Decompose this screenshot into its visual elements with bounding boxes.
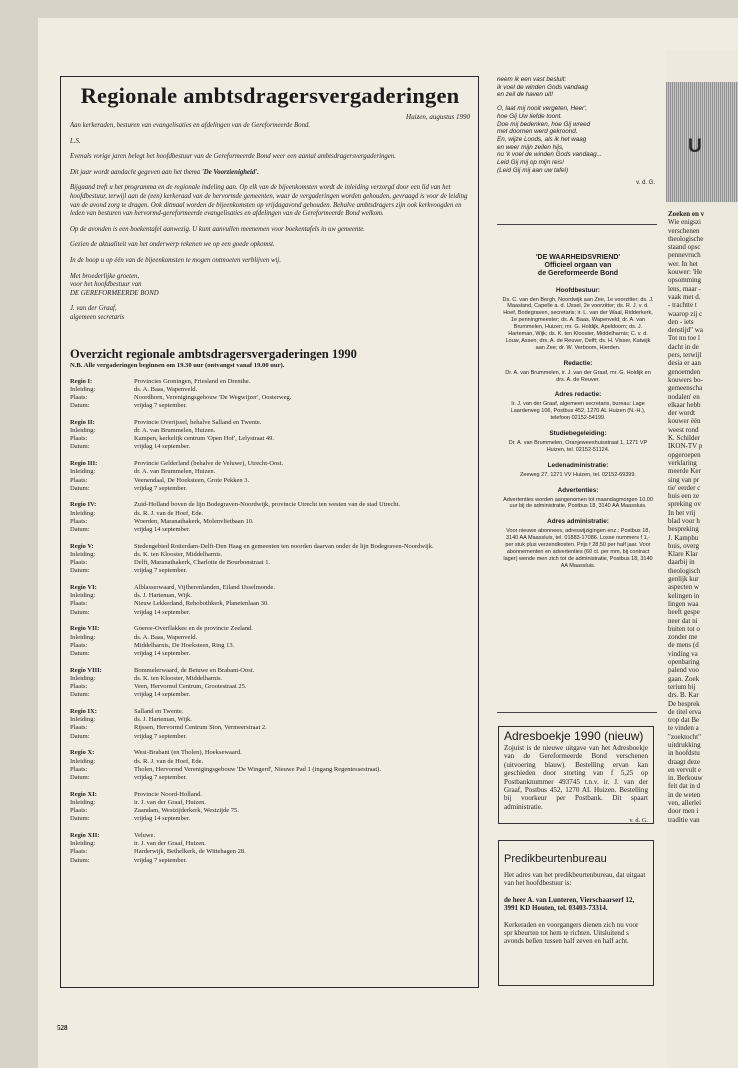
region-field-value: vrijdag 7 september. — [134, 732, 187, 740]
region-field-label: Plaats: — [70, 683, 88, 691]
region-entry — [70, 501, 470, 534]
region-field-label: Datum: — [70, 815, 90, 823]
adresboekje-title: Adresboekje 1990 (nieuw) — [504, 729, 644, 743]
adjacent-text-line: kouwers bo- — [668, 375, 703, 384]
attendance-paragraph: Gezien de aktualiteit van het onderwerp rekenen we op een goede opkomst. — [70, 241, 275, 249]
region-field-value: Goeree-Overflakkee en de provincie Zeeland. — [134, 625, 253, 633]
adjacent-text-line: feit dat in d — [668, 782, 701, 791]
colophon-heading: Redactie: — [563, 359, 593, 367]
region-field-label: Datum: — [70, 526, 90, 534]
adjacent-text-line: gaan. Zoek — [668, 674, 700, 683]
adjacent-text-line: In het vrij — [668, 508, 696, 517]
region-field-label: Inleiding: — [70, 757, 96, 765]
closing — [70, 273, 470, 299]
region-field-label: Regio IX: — [70, 708, 97, 715]
adjacent-page — [666, 50, 738, 1068]
adjacent-text-line: en vervult e — [668, 765, 702, 774]
region-field-value: Salland en Twente. — [134, 708, 184, 715]
region-field-label: Plaats: — [70, 435, 88, 443]
region-field-value: Tholen, Hervormd Verenigingsgebouw 'De Wingerd', Nieuwe Pad 1 (ingang Regentessestraat). — [134, 765, 381, 773]
poem-line: met doornen werd gekroond. — [497, 128, 578, 136]
region-entry — [70, 543, 470, 576]
region-field-label: Regio V: — [70, 542, 94, 550]
region-field-value: ds. J. Harteman, Wijk. — [134, 592, 192, 600]
poem — [497, 76, 655, 188]
region-field-value: Woerden, Maranathakerk, Molenvlietbaan 10. — [134, 517, 254, 525]
colophon-name-line: 'DE WAARHEIDSVRIEND' — [535, 254, 621, 261]
region-field-label: Regio VI: — [70, 584, 97, 592]
closing-line: DE GEREFORMEERDE BOND — [70, 289, 159, 297]
region-field-value: ds. R. J. van de Hoef, Ede. — [134, 757, 204, 765]
colophon-text: Advertenties worden aangenomen tot maandagmorgen 10.00 uur bij de administratie, Postbus 18, 3140 AA Maassluis. — [503, 496, 653, 510]
region-field-label: Datum: — [70, 856, 90, 864]
adjacent-text-line: den - iets — [668, 317, 694, 326]
region-field-value: vrijdag 14 september. — [134, 608, 191, 616]
hope-paragraph: In de hoop u op één van de bijeenkomsten te mogen ontmoeten verblijven wij. — [70, 256, 282, 264]
colophon-heading: Adres administratie: — [547, 518, 609, 526]
region-field-label: Plaats: — [70, 476, 88, 484]
colophon-text: Zeeweg 27, 1271 VV Huizen, tel. 02152-69399. — [520, 471, 636, 478]
adjacent-text-line: neer dat ni — [668, 616, 698, 625]
region-field-label: Datum: — [70, 402, 90, 410]
region-field-label: Datum: — [70, 608, 90, 616]
region-field-value: ds. J. Harteman, Wijk. — [134, 716, 192, 724]
adjacent-text-line: desia er aan — [668, 359, 702, 368]
region-entry — [70, 378, 470, 411]
region-field-value: Stedengebied Rotterdam-Delft-Den Haag en gemeenten ten noorden daarvan onder de lijn Bodegraven-Noordwijk. — [134, 542, 434, 550]
theme-prefix: Dit jaar wordt aandacht gegeven aan het thema — [70, 168, 202, 176]
closing-line: voor het hoofdbestuur van — [70, 281, 142, 289]
region-field-label: Inleiding: — [70, 385, 96, 393]
adjacent-text-line: verklaring — [668, 458, 697, 467]
region-field-label: Regio VII: — [70, 625, 100, 633]
region-field-value: Bommelerwaard, de Betuwe en Brabant-Oost. — [134, 666, 255, 674]
region-entry — [70, 460, 470, 493]
adjacent-text-line: drs. B. Kar — [668, 691, 699, 700]
region-field-label: Inleiding: — [70, 716, 96, 724]
adjacent-text-line: pers, terwijl — [668, 351, 702, 360]
colophon-name-line: Officieel orgaan van — [544, 262, 612, 270]
predikbeurtenbureau-box — [498, 840, 654, 986]
region-field-value: dr. A. van Brummelen, Huizen. — [134, 427, 216, 435]
region-field-label: Regio VIII: — [70, 666, 102, 674]
region-field-label: Plaats: — [70, 517, 88, 525]
main-article-box — [60, 76, 479, 988]
adjacent-text-line: de titel erva — [668, 707, 702, 716]
region-field-value: Harderwijk, Bethelkerk, de Wittehagen 28. — [134, 848, 246, 856]
region-field-value: ir. J. van der Graaf, Huizen. — [134, 798, 207, 806]
region-entry — [70, 791, 470, 824]
region-field-label: Plaats: — [70, 848, 88, 856]
adresboekje-box — [498, 726, 654, 824]
region-field-value: Alblasserwaard, Vijfherenlanden, Eiland IJsselmonde. — [134, 584, 276, 592]
dateline: Huizen, augustus 1990 — [406, 113, 470, 121]
region-field-value: vrijdag 7 september. — [134, 567, 187, 575]
adjacent-text-line: draagt deze — [668, 757, 701, 766]
adjacent-text-line: tie' eerder c — [668, 483, 701, 492]
adjacent-text-line: Tot nu toe l — [668, 334, 700, 343]
colophon-name-line: de Gereformeerde Bond — [537, 270, 619, 278]
region-entry — [70, 419, 470, 452]
adjacent-text-line: huis, overg — [668, 541, 699, 550]
colophon-text: Voor nieuwe abonnees, adreswijzigingen enz.: Postbus 18, 3140 AA Maassluis, tel. 01883-17086. Losse nummers f 1,- per stuk plus verzendkosten. Prijs f 28,50 per half jaar. Voor abonnementen en advertenties (60 ct. per mm, bij contract lager) wende men zich tot de administratie, Postbus 18, 3140 AA Maassluis. — [503, 528, 653, 569]
colophon-heading: Hoofdbestuur: — [555, 286, 601, 294]
region-field-value: dr. A. van Brummelen, Huizen. — [134, 468, 216, 476]
region-entry — [70, 667, 470, 700]
region-field-value: Veenendaal, De Hoeksteen, Grote Pekken 3. — [134, 476, 250, 484]
region-field-label: Regio IV: — [70, 501, 97, 509]
region-field-label: Inleiding: — [70, 550, 96, 558]
region-field-label: Datum: — [70, 567, 90, 575]
adjacent-text-line: vinding va — [668, 649, 698, 658]
poem-signature: v. d. G. — [636, 180, 655, 187]
adjacent-page-header — [666, 82, 738, 202]
region-field-value: West-Brabant (en Tholen), Hoeksewaard. — [134, 749, 242, 757]
adjacent-text-line: De besprek — [668, 699, 700, 708]
adjacent-text-line: denstijd" wa — [668, 326, 703, 335]
region-field-label: Inleiding: — [70, 468, 96, 476]
poem-line: ik voel de winden Gods vandaag — [497, 83, 589, 91]
adjacent-text-line: te vinden a — [668, 724, 699, 733]
region-field-value: vrijdag 7 september. — [134, 402, 187, 410]
adjacent-text-line: pennevruch — [668, 251, 701, 260]
region-field-value: ds. K. ten Klooster, Middelharnis. — [134, 550, 223, 558]
adjacent-text-line: kelingen in — [668, 591, 700, 600]
poem-line: O, laat mij nooit vergeten, Heer', — [497, 105, 588, 113]
signatory-name: J. van der Graaf, — [70, 305, 117, 313]
region-field-label: Datum: — [70, 484, 90, 492]
adjacent-text-line: daarbij in — [668, 558, 695, 567]
poem-line: hoe Gij Uw liefde toont. — [497, 112, 563, 120]
predikbeurten-address: de heer A. van Lunteren, Vierschaarserf 12, 3991 KD Houten, tel. 03403-73314. — [504, 895, 635, 913]
adjacent-text-line: waarop zij c — [668, 309, 703, 318]
region-field-label: Inleiding: — [70, 798, 96, 806]
region-field-label: Plaats: — [70, 765, 88, 773]
colophon-sections — [502, 288, 654, 570]
region-field-value: Kampen, kerkelijk centrum 'Open Hof', Lelystraat 49. — [134, 435, 275, 443]
poem-line: en zeil de haven uit! — [497, 91, 554, 99]
colophon-heading: Ledenadministratie: — [547, 461, 609, 469]
address-line: Aan kerkeraden, besturen van evangelisaties en afdelingen van de Gereformeerde Bond. — [70, 122, 311, 129]
adjacent-text-line: J. Kamphu — [668, 533, 699, 542]
booktable-paragraph: Op de avonden is een boekentafel aanwezig. U kunt aanvullen meenemen voor boekentafels in uw gemeente. — [70, 225, 366, 233]
region-field-value: vrijdag 7 september. — [134, 856, 187, 864]
colophon-heading: Studiebegeleiding: — [549, 430, 607, 438]
adjacent-text-line: trop dat Be — [668, 716, 700, 725]
adjacent-text-line: spreking ov — [668, 500, 701, 509]
region-entry — [70, 625, 470, 658]
adjacent-text-line: K. Schilder — [668, 434, 700, 443]
adjacent-text-line: nodalen' en — [668, 392, 700, 401]
poem-line: (Leid Gij mij aan uw tafel) — [497, 166, 569, 174]
region-field-value: vrijdag 7 september. — [134, 484, 187, 492]
region-field-value: vrijdag 7 september. — [134, 773, 187, 781]
colophon-text: Ir. J. van der Graaf, algemeen secretaris, bureau: Lage Laarderweg 106, Postbus 452, 1270 AL Huizen (N.-H.), telefoon 02152-54199. — [510, 401, 646, 422]
header-letter: U — [688, 136, 702, 157]
adjacent-text-line: IKON-TV p — [668, 442, 703, 451]
region-field-value: Noordhorn, Verenigingsgebouw 'De Wegwijzer', Oosterweg. — [134, 393, 292, 401]
adjacent-text-line: terium bij — [668, 682, 696, 691]
adjacent-text-line: opgeroepen — [668, 450, 701, 459]
adjacent-text-line: theologisch — [668, 566, 701, 575]
region-field-value: Veluwe. — [134, 831, 156, 839]
theme-name: 'De Voorzienigheid'. — [201, 168, 259, 176]
overview-title: Overzicht regionale ambtsdragersvergaderingen 1990 — [70, 346, 357, 361]
region-field-value: Middelharnis, De Hoeksteen, Ring 13. — [134, 641, 235, 649]
region-field-label: Regio I: — [70, 377, 93, 385]
region-field-label: Inleiding: — [70, 633, 96, 641]
program-paragraph: Bijgaand treft u het programma en de regionale indeling aan. Op elk van de bijeenkomsten wordt de inleiding verzorgd door een lid van het hoofdbestuur, terwijl aan de (een) kerkeraad van de hervormde gemeenten, waar de vergaderingen worden gehouden, gevraagd is voor de leiding van de avond zorg te dragen. Ook ditmaal worden de bijeenkomsten op vrijdagavond gehouden. Behalve ambtsdragers zijn ook kerkvoogden en leden van besturen van hervormd-gereformeerde evangelisaties en afdelingen van de Gereformeerde Bond welkom. — [70, 184, 468, 218]
poem-stanza — [497, 105, 655, 174]
adjacent-text-line: gemeenscha — [668, 384, 703, 393]
adjacent-text-line: Klare Klar — [668, 550, 698, 559]
region-field-label: Regio II: — [70, 418, 95, 426]
adjacent-text-line: heeft gespe — [668, 608, 700, 617]
region-field-label: Regio X: — [70, 749, 95, 757]
region-field-value: Rijssen, Hervormd Centrum Sion, Vermeerstraat 2. — [134, 724, 267, 732]
adjacent-text-line: openbaring — [668, 658, 700, 667]
adresboekje-text: Zojuist is de nieuwe uitgave van het Adresboekje van de Gereformeerde Bond verschenen (uitvoering blauw). Bestelling ervan kan geschieden door storting van f 5,25 op Postbanknummer 493745 t.n.v. ir. J. van der Graaf, Postbus 452, 1270 AL Huizen. Bestelling bij voorkeur per Postbank. Dit spaart administratie. — [504, 744, 648, 811]
region-field-label: Regio XI: — [70, 790, 97, 798]
region-field-label: Datum: — [70, 649, 90, 657]
region-list — [70, 378, 470, 865]
divider-rule — [497, 712, 657, 713]
region-field-value: ds. A. Baas, Wapenveld. — [134, 633, 198, 641]
closing-line: Met broederlijke groeten, — [70, 272, 140, 280]
adjacent-text-line: "zoektocht" — [668, 732, 701, 741]
adjacent-text-line: - trachtte t — [668, 301, 697, 310]
adjacent-text-line: meerde Ker — [668, 467, 701, 476]
predikbeurten-instructions: Kerkeraden en voorgangers dienen zich nu voor spr kbeurten tot hem te richten. Uitsluitend s avonds bellen tussen half zeven en half acht. — [504, 920, 639, 946]
region-field-label: Plaats: — [70, 641, 88, 649]
adjacent-text-line: in hoofdstu — [668, 749, 700, 758]
colophon-name — [502, 254, 654, 279]
region-field-label: Plaats: — [70, 807, 88, 815]
region-field-value: ir. J. van der Graaf, Huizen. — [134, 840, 207, 848]
adjacent-text-line: in. Berkouw — [668, 774, 703, 783]
theme-paragraph — [70, 169, 470, 178]
adjacent-text-line: der wordt — [668, 409, 696, 418]
adjacent-text-line: lens, maar - — [668, 284, 701, 293]
region-field-label: Regio III: — [70, 460, 98, 468]
region-field-label: Inleiding: — [70, 509, 96, 517]
adjacent-text-line: weest rond — [668, 425, 699, 434]
adjacent-text-line: staand opsc — [668, 243, 701, 252]
overview-note: N.B. Alle vergaderingen beginnen om 19.30 uur (ontvangst vanaf 19.00 uur). — [70, 361, 285, 369]
intro-paragraph: Evenals vorige jaren belegt het hoofdbestuur van de Gereformeerde Bond weer een aantal ambtsdragersvergaderingen. — [70, 153, 396, 161]
region-entry — [70, 708, 470, 741]
adjacent-text-line: kouwer één — [668, 417, 701, 426]
region-field-value: ds. K. ten Klooster, Middelharnis. — [134, 674, 223, 682]
region-entry — [70, 749, 470, 782]
region-field-label: Plaats: — [70, 393, 88, 401]
colophon-text: Dr. A. van Brummelen, ir. J. van der Graaf, mr. G. Holdijk en drs. A. de Reuver. — [505, 369, 651, 383]
poem-line: Leid Gij mij op mijn reis! — [497, 159, 564, 167]
region-entry — [70, 832, 470, 865]
adjacent-text-line: aspecten w — [668, 583, 699, 592]
adjacent-text-line: door men i — [668, 807, 699, 816]
adjacent-text-line: huis een ze — [668, 492, 700, 501]
region-field-label: Datum: — [70, 691, 90, 699]
adresboekje-signature: v. d. G. — [629, 817, 648, 825]
adjacent-text-line: Zoeken en v — [668, 210, 705, 218]
region-field-value: vrijdag 14 september. — [134, 443, 191, 451]
region-field-label: Inleiding: — [70, 592, 96, 600]
adjacent-text-line: bespreking — [668, 525, 699, 534]
region-field-label: Plaats: — [70, 559, 88, 567]
signatory-role: algemeen secretaris — [70, 313, 125, 321]
region-field-label: Inleiding: — [70, 840, 96, 848]
colophon — [502, 254, 654, 570]
region-field-value: Zuid-Holland boven de lijn Bodegraven-Noordwijk, provincie Utrecht ten westen van de stad Utrecht. — [134, 501, 401, 509]
divider-rule — [497, 224, 657, 225]
signatory — [70, 305, 470, 322]
region-field-value: vrijdag 14 september. — [134, 691, 191, 699]
region-entry — [70, 584, 470, 617]
region-field-value: Zaandam, Westzijderkerk, Westzijde 75. — [134, 807, 239, 815]
region-field-value: Provincies Groningen, Friesland en Drenthe. — [134, 377, 251, 385]
region-field-value: Provincie Overijssel, behalve Salland en Twente. — [134, 418, 262, 426]
adjacent-text-line: genlijk kur — [668, 575, 699, 584]
region-field-value: vrijdag 14 september. — [134, 526, 191, 534]
poem-line: En, wijze Loods, als ik het waag — [497, 135, 587, 143]
page-number: 528 — [57, 1024, 68, 1032]
region-field-value: Provincie Noord-Holland. — [134, 790, 202, 798]
predikbeurten-text: Het adres van het predikbeurtenbureau, dat uitgaat van het hoofdbestuur is: — [504, 871, 646, 888]
adjacent-text-line: blad voor h — [668, 516, 700, 525]
region-field-label: Inleiding: — [70, 427, 96, 435]
region-field-value: vrijdag 14 september. — [134, 815, 191, 823]
adjacent-text-line: verschenen — [668, 226, 700, 235]
region-field-value: Provincie Gelderland (behalve de Veluwe), Utrecht-Oost. — [134, 460, 284, 468]
adjacent-text-line: vaak met d. — [668, 292, 701, 301]
salutation: L.S. — [70, 137, 81, 145]
adjacent-text-line: theologische — [668, 234, 704, 243]
region-field-value: Delft, Maranathakerk, Charlotte de Bourbonstraat 1. — [134, 559, 271, 567]
adjacent-text-line: kouwer: 'He — [668, 268, 703, 277]
colophon-heading: Adres redactie: — [554, 391, 602, 399]
adjacent-text-line: traditie van — [668, 815, 700, 824]
adjacent-text-line: zonder me — [668, 633, 698, 642]
predikbeurten-title: Predikbeurtenbureau — [504, 853, 607, 865]
region-field-label: Plaats: — [70, 600, 88, 608]
region-field-value: vrijdag 14 september. — [134, 649, 191, 657]
adjacent-text-line: genoemden — [668, 367, 701, 376]
colophon-text: Ds. C. van den Bergh, Noordwijk aan Zee, 1e voorzitter; ds. J. Maasland, Capelle a. d. IJssel, 2e voorzitter; ds. R. J. v. d. Hoef, Bodegraven, secretaris; ir. L. van der Waal, Ridderkerk, 1e penningmeester; ds. A. Baas, Wapenveld; dr. A. van Brummelen, Huizen; mr. G. Holdijk, Apeldoorn; ds. J. Harteman, Wijk; ds. K. ten Klooster, Middelharnis; C. v. d. Louw, Assen; drs. A. de Reuver, Delft; ds. H. Visser, Katwijk aan Zee; dr. W. Verboom, Hierden. — [502, 296, 654, 351]
adjacent-text-line: elkaar hebb — [668, 400, 701, 409]
adjacent-text-line: uitdrukking — [668, 741, 701, 749]
adjacent-text-line: palend voo — [668, 666, 699, 675]
adjacent-text-line: dacht in de — [668, 342, 699, 351]
adjacent-text-line: wer. In het — [668, 259, 698, 268]
poem-line: nu 'k voel de winden Gods vandaag... — [497, 151, 602, 159]
adjacent-text-line: buiten tot o — [668, 624, 700, 633]
region-field-value: Nieuw Lekkerland, Rehobothkerk, Planetenlaan 30. — [134, 600, 269, 608]
poem-line: en weer mijn zeilen hijs, — [497, 143, 564, 151]
adjacent-text-line: opsomming — [668, 276, 702, 285]
adjacent-page-text — [668, 210, 738, 824]
region-field-value: Veen, Hervormd Centrum, Grootestraat 25. — [134, 683, 247, 691]
adjacent-text-line: sing van pr — [668, 475, 700, 484]
poem-stanza — [497, 76, 655, 99]
region-field-label: Datum: — [70, 732, 90, 740]
article-title: Regionale ambtsdragersvergaderingen — [80, 83, 460, 108]
poem-line: neem ik een vast besluit: — [497, 76, 567, 83]
adjacent-text-line: lingen waa — [668, 599, 699, 608]
region-field-label: Datum: — [70, 773, 90, 781]
adjacent-text-line: ven, allerlei — [668, 799, 702, 808]
adjacent-text-line: de mens (d — [668, 641, 699, 650]
region-field-label: Regio XII: — [70, 831, 100, 839]
adjacent-text-line: Wie enigszi — [668, 218, 701, 227]
colophon-heading: Advertenties: — [557, 486, 599, 494]
region-field-label: Inleiding: — [70, 674, 96, 682]
poem-line: Doe mij bedenken, hoe Gij wreed — [497, 120, 591, 128]
colophon-text: Dr. A. van Brummelen, Oranjeweeshuisstraat 1, 1271 VP Huizen, tel. 02152-51124. — [508, 440, 648, 453]
region-field-label: Plaats: — [70, 724, 88, 732]
adjacent-text-line: in de weten — [668, 790, 701, 799]
region-field-label: Datum: — [70, 443, 90, 451]
region-field-value: ds. A. Baas, Wapenveld. — [134, 385, 198, 393]
region-field-value: ds. R. J. van de Hoef, Ede. — [134, 509, 204, 517]
